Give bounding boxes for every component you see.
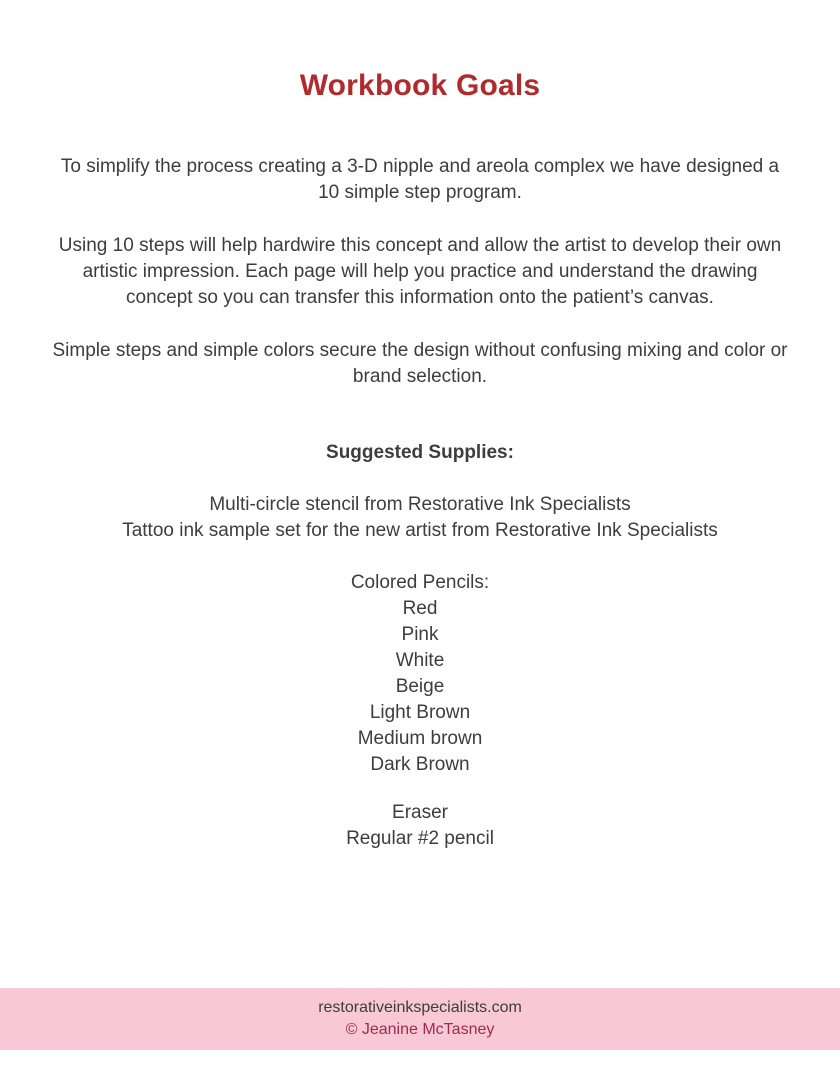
pencil-item-red: Red	[402, 598, 438, 619]
pencil-item-pink: Pink	[401, 624, 439, 645]
pencils-heading: Colored Pencils:	[350, 572, 490, 593]
supply-item-stencil: Multi-circle stencil from Restorative Ink Specialists	[209, 494, 631, 515]
pencil-item-medium-brown: Medium brown	[357, 728, 483, 749]
footer-copyright: © Jeanine McTasney	[345, 1021, 495, 1038]
page-title: Workbook Goals	[299, 69, 541, 102]
pencil-item-beige: Beige	[395, 676, 445, 697]
page-footer	[0, 988, 840, 1050]
pencil-item-white: White	[395, 650, 445, 671]
extra-supplies-list	[52, 800, 788, 852]
intro-paragraph-2: Using 10 steps will help hardwire this concept and allow the artist to develop their own artistic impression. Each page will help you practice and understand the drawing concept so you can transfer this information onto the patient’s canvas.	[58, 235, 782, 308]
footer-site-url: restorativeinkspecialists.com	[318, 999, 522, 1016]
extra-item-eraser: Eraser	[392, 802, 448, 823]
intro-paragraph-1: To simplify the process creating a 3-D nipple and areola complex we have designed a 10 simple step program.	[60, 156, 780, 203]
extra-item-pencil: Regular #2 pencil	[346, 828, 494, 849]
pencil-item-dark-brown: Dark Brown	[370, 754, 470, 775]
supply-item-ink-set: Tattoo ink sample set for the new artist from Restorative Ink Specialists	[122, 520, 718, 541]
pencil-item-light-brown: Light Brown	[369, 702, 471, 723]
supplies-list	[52, 492, 788, 544]
intro-paragraph-3: Simple steps and simple colors secure the design without confusing mixing and color or brand selection.	[52, 340, 788, 387]
colored-pencils-list	[52, 570, 788, 778]
supplies-heading: Suggested Supplies:	[326, 442, 514, 463]
